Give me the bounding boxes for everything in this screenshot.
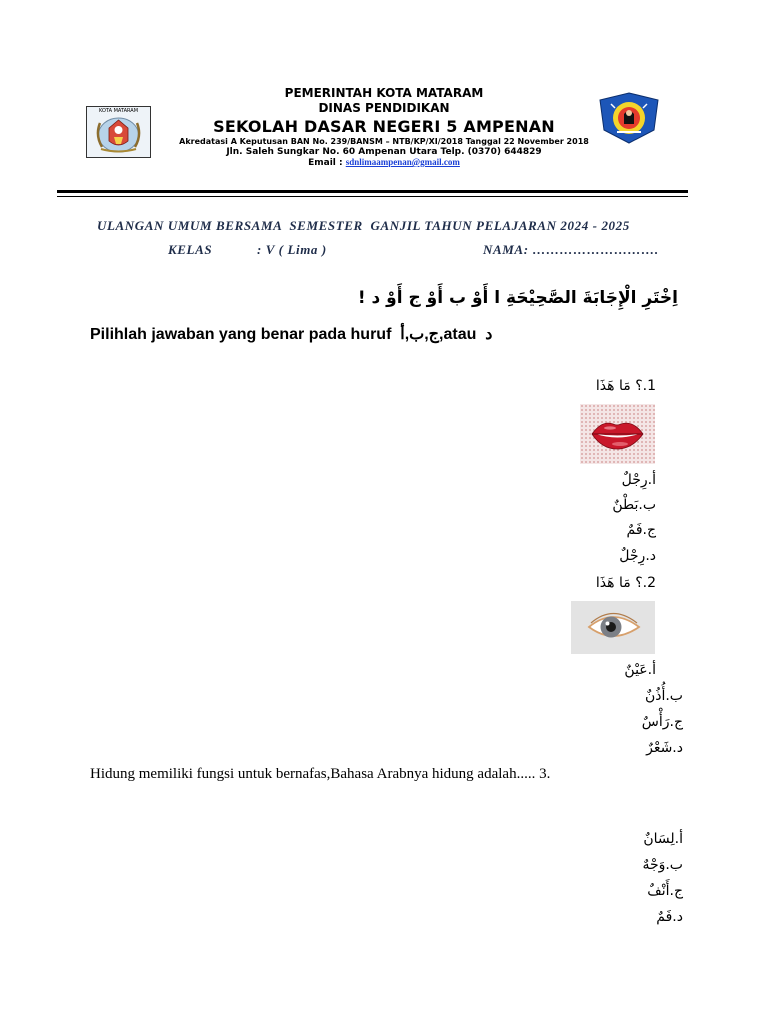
question-1-image: [580, 404, 655, 464]
instruction-arabic: اِخْتَرِ الْإِجَابَةَ الصَّحِيْحَةِ ا أَوْ ب أَوْ ج أَوْ د !: [357, 288, 678, 308]
question-1-option-b[interactable]: ب.بَطْنٌ: [612, 497, 656, 513]
question-1-option-a[interactable]: أ.رِجْلٌ: [621, 472, 656, 488]
exam-title: ULANGAN UMUM BERSAMA SEMESTER GANJIL TAHUN PELAJARAN 2024 - 2025: [97, 218, 630, 233]
email-link[interactable]: sdnlimaampenan@gmail.com: [345, 157, 460, 167]
question-3-option-a[interactable]: أ.لِسَانٌ: [643, 831, 683, 847]
department-heading: DINAS PENDIDIKAN: [318, 101, 450, 115]
question-1-option-d[interactable]: د.رِجْلٌ: [619, 548, 656, 564]
class-label: KELAS: [168, 242, 213, 257]
school-name: SEKOLAH DASAR NEGERI 5 AMPENAN: [213, 117, 555, 136]
header-divider-thin: [57, 196, 688, 197]
question-2-option-c[interactable]: ج.رَأْسٌ: [641, 714, 683, 730]
question-2-image: [571, 601, 655, 654]
email-line: [0, 157, 768, 168]
question-3-option-c[interactable]: ج.أَنْفٌ: [647, 883, 683, 899]
question-3-option-b[interactable]: ب.وَجْهٌ: [642, 857, 683, 873]
question-2-label: 2.؟ مَا هَذَا: [595, 575, 656, 591]
class-value: : V ( Lima ): [257, 242, 327, 257]
lips-icon: [580, 404, 655, 464]
accreditation-line: Akredatasi A Keputusan BAN No. 239/BANSM – NTB/KP/XI/2018 Tanggal 22 November 2018: [179, 137, 589, 146]
question-3-text: Hidung memiliki fungsi untuk bernafas,Bahasa Arabnya hidung adalah..... 3.: [90, 766, 551, 782]
government-heading: PEMERINTAH KOTA MATARAM: [284, 86, 484, 100]
eye-icon: [571, 601, 655, 654]
question-2-option-d[interactable]: د.شَعْرٌ: [646, 740, 683, 756]
instruction-latin: Pilihlah jawaban yang benar pada huruf ج,ب,أ,atau د: [90, 326, 493, 343]
question-2-option-a[interactable]: أ.عَيْنٌ: [624, 662, 656, 678]
student-name-field[interactable]: NAMA: ……………………….: [483, 242, 659, 257]
question-1-option-c[interactable]: ج.فَمٌ: [626, 522, 656, 538]
address-line: Jln. Saleh Sungkar No. 60 Ampenan Utara Telp. (0370) 644829: [226, 147, 542, 157]
left-logo-caption: KOTA MATARAM: [98, 108, 139, 114]
question-1-label: 1.؟ مَا هَذَا: [595, 378, 656, 394]
question-3-option-d[interactable]: د.فَمٌ: [656, 909, 683, 925]
email-label: Email :: [308, 158, 346, 168]
question-2-option-b[interactable]: ب.أُذُنٌ: [644, 688, 683, 704]
header-divider-thick: [57, 190, 688, 193]
